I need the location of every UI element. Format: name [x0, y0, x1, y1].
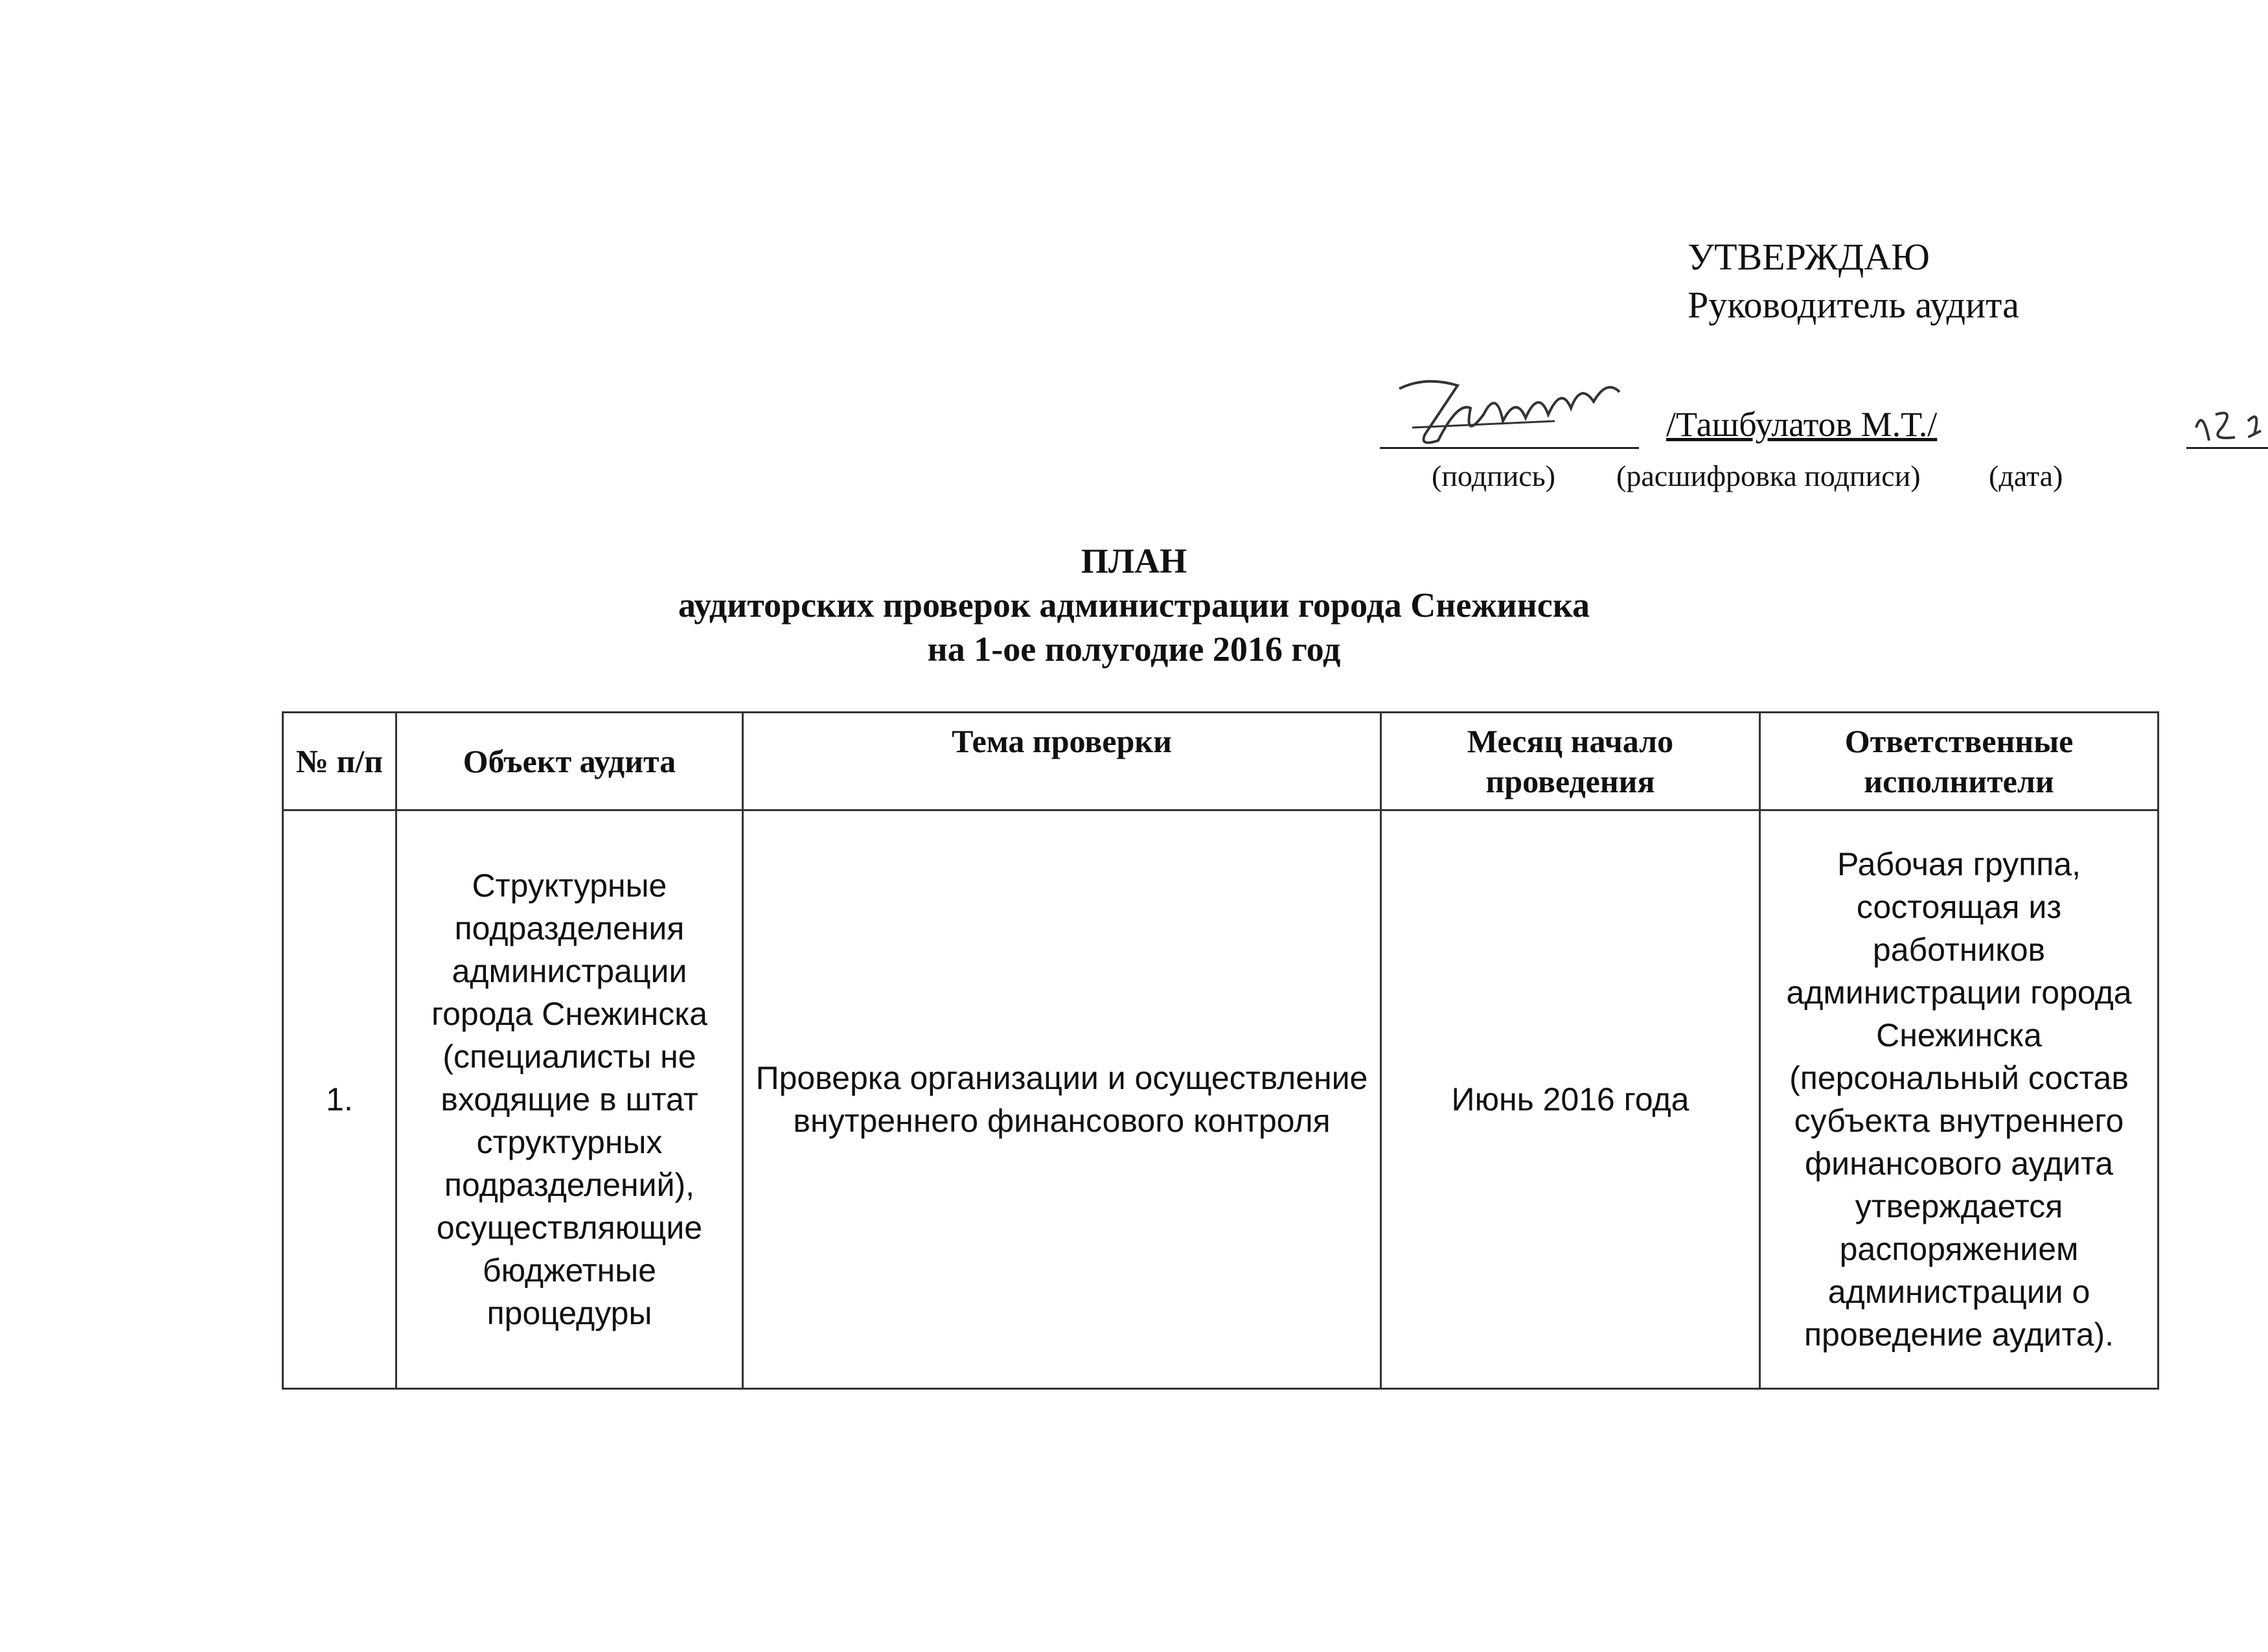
header-topic: Тема проверки	[743, 713, 1381, 810]
signature-line	[1380, 447, 1639, 449]
approval-block	[1688, 233, 2019, 329]
handwritten-signature	[1386, 363, 1658, 453]
table-header-row	[283, 713, 2159, 810]
header-executors: Ответственные исполнители	[1760, 713, 2159, 810]
decoding-caption: (расшифровка подписи)	[1616, 459, 1921, 492]
cell-executors: Рабочая группа, состоящая из работников администрации города Снежинска (персональный состав субъекта внутреннего финансового аудита утверждается распоряжением администрации о проведение аудита).	[1760, 810, 2159, 1389]
table-row	[283, 810, 2159, 1389]
cell-number: 1.	[283, 810, 396, 1389]
handwritten-date	[2190, 402, 2268, 453]
header-object: Объект аудита	[396, 713, 743, 810]
title-line-1: ПЛАН	[1081, 542, 1187, 580]
audit-plan-table	[282, 711, 2159, 1390]
cell-object: Структурные подразделения администрации города Снежинска (специалисты не входящие в штат структурных подразделений), осуществляющие бюджетные процедуры	[396, 810, 743, 1389]
header-month: Месяц начало проведения	[1381, 713, 1760, 810]
approval-position: Руководитель аудита	[1688, 284, 2019, 326]
cell-topic: Проверка организации и осуществление внутреннего финансового контроля	[743, 810, 1381, 1389]
header-number: № п/п	[283, 713, 396, 810]
cell-month: Июнь 2016 года	[1381, 810, 1760, 1389]
signature-caption: (подпись)	[1432, 459, 1555, 492]
signature-row	[1373, 363, 2099, 453]
title-line-2: аудиторских проверок администрации города Снежинска	[678, 586, 1590, 625]
approval-heading: УТВЕРЖДАЮ	[1688, 236, 1930, 278]
name-decoding: /Ташбулатов М.Т./	[1666, 405, 1938, 444]
date-line	[2186, 447, 2268, 449]
title-line-3: на 1-ое полугодие 2016 год	[927, 630, 1341, 669]
document-title	[0, 539, 2268, 671]
date-caption: (дата)	[1989, 459, 2063, 492]
